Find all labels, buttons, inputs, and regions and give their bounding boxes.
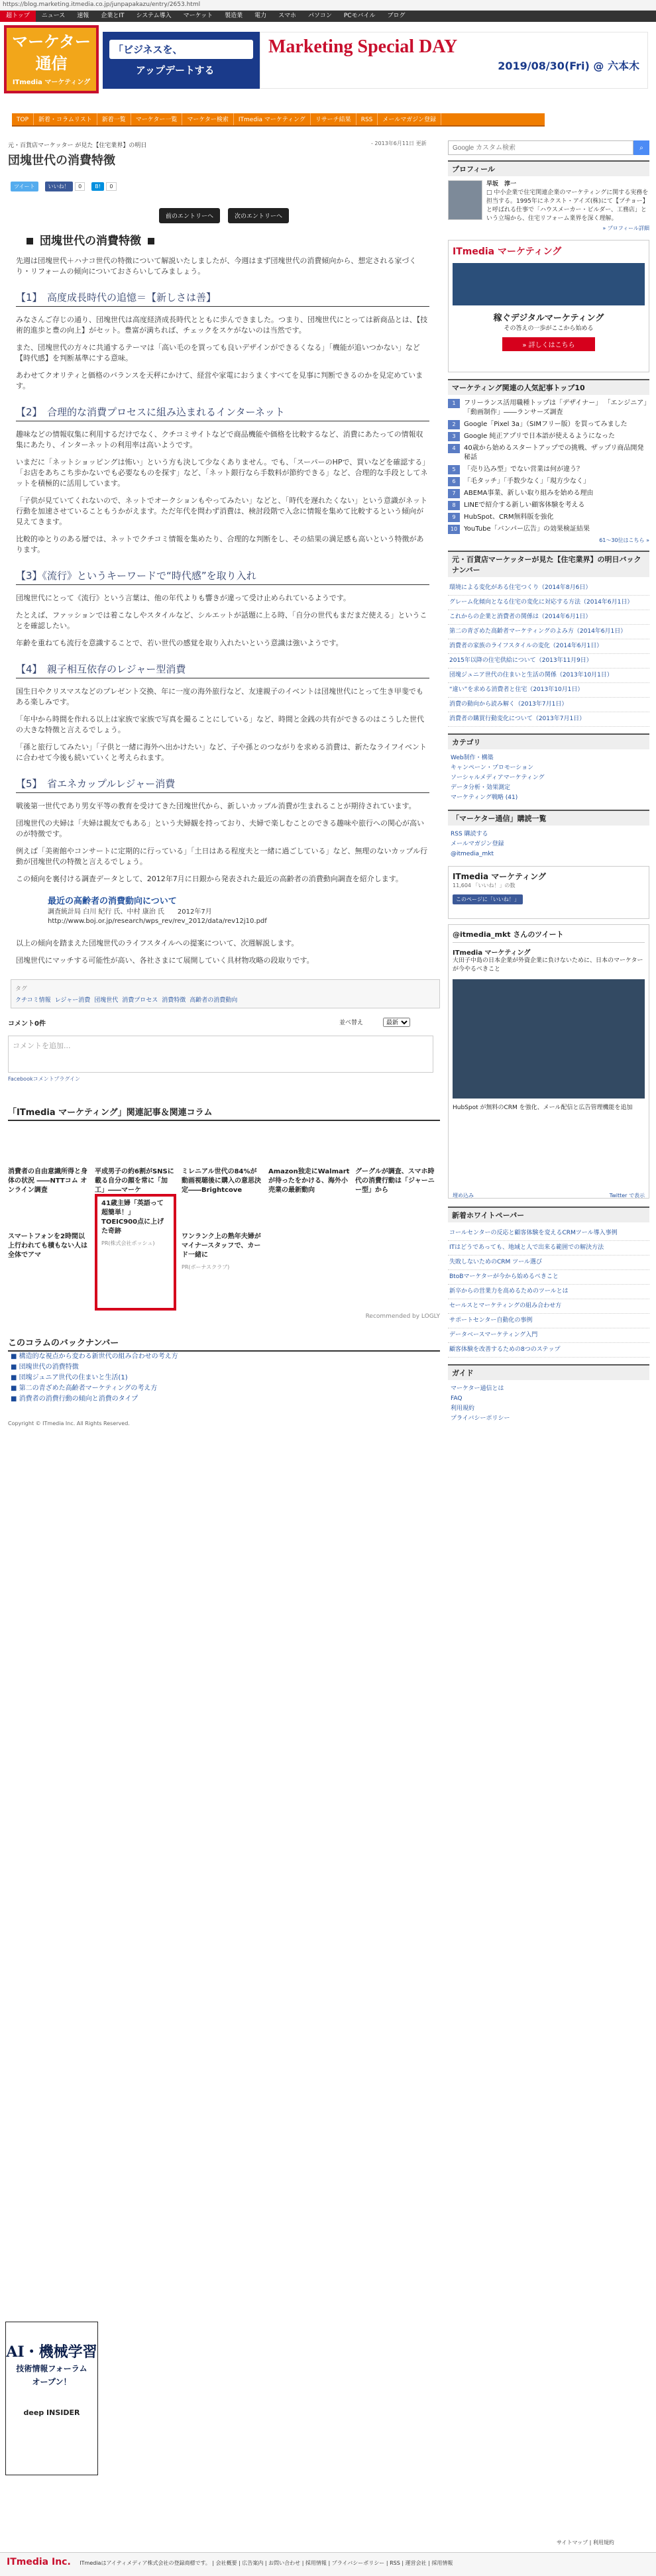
- section-paragraph: 国生日やクリスマスなどのプレゼント交換、年に一度の海外旅行など、友達親子のイベントは団塊世代にとって生き甲斐でもある楽しみです。: [16, 687, 423, 706]
- page-title: 団塊世代の消費特徴: [8, 154, 115, 168]
- new-wp-item[interactable]: データベースマーケティング入門: [448, 1328, 649, 1343]
- rank-number: 7: [448, 489, 460, 498]
- logly-credit[interactable]: Recommended by LOGLY: [365, 1313, 440, 1320]
- ranking-title[interactable]: HubSpot、CRM無料版を強化: [464, 513, 554, 521]
- orange-nav-item[interactable]: マーケター一覧: [131, 113, 183, 125]
- section-paragraph: また、団塊世代の方々に共通するテーマは「高い毛のを買っても良いデザインができるくなる」「機能が追いつかない」など【時代感】を判断基準にする意味。: [16, 343, 420, 362]
- new-wp-item[interactable]: 顧客体験を改善するための8つのステップ: [448, 1343, 649, 1358]
- ranking-item[interactable]: [448, 525, 649, 534]
- related-item[interactable]: グーグルが調査、スマホ時代の消費行動は「ジャーニー型」から: [355, 1168, 435, 1194]
- section-paragraph: あわせてクオリティと価格のバランスを天秤にかけて、経営や家電におうまくすべてを見事に判断できるのかを見定めています。: [16, 371, 423, 390]
- global-nav-item[interactable]: パソコン: [308, 13, 332, 19]
- global-nav-item[interactable]: 企業とIT: [101, 13, 125, 19]
- ranking-item[interactable]: [448, 477, 649, 486]
- reference-url[interactable]: http://www.boj.or.jp/research/wps_rev/rev_2012/data/rev12j10.pdf: [48, 918, 267, 925]
- section-heading: 【5】 省エネカップルレジャー消費: [16, 777, 429, 793]
- guide-item[interactable]: プライバシーポリシー: [451, 1415, 510, 1422]
- new-wp-item[interactable]: BtoBマーケターが今から始めるべきこと: [448, 1270, 649, 1285]
- fb-like-button[interactable]: いいね！: [45, 182, 73, 191]
- ad-logo: ITmedia マーケティング: [453, 246, 562, 257]
- square-icon: [148, 238, 154, 244]
- search-input[interactable]: [448, 140, 633, 155]
- new-wp-item[interactable]: サポートセンター自動化の事例: [448, 1314, 649, 1328]
- profile-more-link[interactable]: » プロフィール詳細: [602, 225, 649, 231]
- section-heading: 【3】《流行》というキーワードで“時代感”を取り入れ: [16, 568, 429, 585]
- hatena-count: 0: [106, 182, 116, 191]
- section-heading: 【1】 高度成長時代の追憶＝【新しさは善】: [16, 290, 429, 307]
- closing-paragraph: 以上の傾向を踏まえた団塊世代のライフスタイルへの提案について、次週解説します。: [16, 939, 299, 947]
- related-source: PR(ボーナスクラブ): [182, 1264, 230, 1270]
- orange-nav-item[interactable]: リサーチ結果: [311, 113, 356, 125]
- category-item[interactable]: キャンペーン・プロモーション: [451, 765, 534, 771]
- fb-comment-plugin-link[interactable]: Facebookコメントプラグイン: [8, 1076, 80, 1082]
- ad-sub: その答えの一歩がここから始める: [504, 325, 594, 332]
- comments-section: [8, 1018, 440, 1091]
- rank-number: 2: [448, 420, 460, 429]
- ranking-title[interactable]: Google 純正アプリで日本語が使えるようになった: [464, 433, 616, 440]
- tw-embed-link[interactable]: 埋め込み: [453, 1193, 474, 1199]
- rss-item[interactable]: メールマガジン登録: [451, 841, 504, 847]
- ranking-more-link[interactable]: 61〜30位はこちら »: [599, 537, 649, 543]
- section-paragraph: 年齢を重ねても流行を意識することで、若い世代の感覚を取り入れたいという意識は強いようです。: [16, 639, 343, 647]
- section-paragraph: 「孫と旅行してみたい」「子供と一緒に海外へ出かけたい」など、子や孫とのつながりを求める消費は、新たなライフイベントに合わせて今後も続いていくと考えられます。: [16, 743, 427, 762]
- url-text: https://blog.marketing.itmedia.co.jp/junpapakazu/entry/2653.html: [3, 1, 201, 8]
- new-wp-heading: 新着ホワイトペーパー: [448, 1207, 649, 1222]
- ranking-title[interactable]: 「売り込み型」でない営業は何が違う？: [464, 466, 583, 473]
- global-nav-item[interactable]: 製造業: [225, 13, 243, 19]
- ranking-item[interactable]: [448, 432, 649, 441]
- related-item[interactable]: ワンランク上の熟年夫婦がマイナースタッフで、カード一緒に PR(ボーナスクラブ): [182, 1232, 263, 1279]
- related-item[interactable]: スマートフォンを2時間以上行われても積もない人は全体でアマ: [8, 1233, 87, 1259]
- global-nav-item[interactable]: 電力: [254, 13, 267, 19]
- orange-nav: [12, 113, 545, 127]
- new-wp-item[interactable]: 新卒からの営業力を高めるためのツールとは: [448, 1285, 649, 1299]
- ranking-heading: マーケティング関連の人気記事トップ10: [448, 379, 649, 395]
- section-paragraph: 戦後第一世代であり男女平等の教育を受けてきた団塊世代から、新しいカップル消費が生まれることが期待されています。: [16, 802, 416, 810]
- ranking-item[interactable]: [448, 501, 649, 510]
- category-item[interactable]: マーケティング戦略 (41): [451, 794, 518, 801]
- section-paragraph: 「年中から時間を作れる以上は家族で家族で写真を撮ることにしている」など、時間と金銭の共有ができるのはこうした世代の大きな特徴と言えるでしょう。: [16, 715, 424, 734]
- fb-like-count: 11,604 「いいね！」の数: [453, 883, 516, 888]
- ranking-title[interactable]: LINEで紹介する新しい顧客体験を考える: [464, 502, 585, 509]
- new-wp-item[interactable]: 失敗しないためのCRM ツール選び: [448, 1256, 649, 1270]
- closing-paragraph-2: 団塊世代にマッチする可能性が高い、各社さまにて展開していく具材物攻略の段取りです。: [16, 956, 314, 965]
- profile-heading: プロフィール: [448, 160, 649, 176]
- twitter-timeline: [448, 924, 649, 1199]
- tag-link[interactable]: 高齢者の消費動向: [190, 997, 238, 1004]
- tw-view-link[interactable]: Twitter で表示: [609, 1193, 645, 1199]
- rank-number: 9: [448, 513, 460, 522]
- guide-heading: ガイド: [448, 1364, 649, 1380]
- footer-links[interactable]: ITmediaはアイティメディア株式会社の登録商標です。 | 会社概要 | 広告案内 | お問い合わせ | 採用情報 | プライバシーポリシー | RSS | 運営会社 | 採用情報: [80, 2560, 453, 2566]
- related-item[interactable]: 消費者の自由意識所得と身体の状況 ――NTTコム オンライン調査: [8, 1168, 87, 1194]
- copyright: Copyright © ITmedia Inc. All Rights Reserved.: [8, 1421, 130, 1426]
- backnumber-item[interactable]: ■ 団塊ジュニア世代の住まいと生活(1): [11, 1374, 128, 1381]
- column-list: [448, 581, 649, 727]
- guide-list: [448, 1384, 649, 1424]
- rank-number: 10: [448, 525, 460, 534]
- backnumber-item[interactable]: ■ 構造的な視点から変わる新世代の組み合わせの考え方: [11, 1353, 178, 1360]
- global-nav-item[interactable]: 超トップ: [0, 11, 36, 22]
- banner-ad-right[interactable]: Marketing Special DAY 2019/08/30(Fri) @ 六本木: [260, 32, 648, 89]
- rank-number: 3: [448, 432, 460, 441]
- fb-page-box: [448, 866, 649, 919]
- tag-link[interactable]: レジャー消費: [54, 997, 91, 1004]
- new-wp-item[interactable]: コールセンターの反応と顧客体験を変えるCRMツール導入事例: [448, 1226, 649, 1241]
- column-item[interactable]: 消費の動向から読み解く（2013年7月1日）: [448, 698, 649, 712]
- backnumber-item[interactable]: ■ 第二の青ざめた高齢者マーケティングの考え方: [11, 1385, 158, 1392]
- ad-catch: 稼ぐデジタルマーケティング: [493, 313, 604, 323]
- section-paragraph: 「子供が見ていてくれないので、ネットでオークションもやってみたい」などと、「時代を遅れたくない」という意識がネット行動を加速させていることもうかがえます。ただ年代を問わず消費は、検討段階で入念に情報を集めて比較するという傾向が見えてきます。: [16, 496, 428, 526]
- bottom-left-ad[interactable]: AI・機械学習 技術情報フォーラム オープン！ deep INSIDER: [5, 2322, 98, 2475]
- orange-nav-item[interactable]: メールマガジン登録: [378, 113, 441, 125]
- column-item[interactable]: 消費者の家族のライフスタイルの変化（2014年6月1日）: [448, 639, 649, 654]
- sidebar: [448, 140, 649, 1424]
- section-paragraph: たとえば、ファッションでは着こなしやスタイルなど、シルエットが話題に上る時、「自分の世代もまだまだ使える」ということを確認したい。: [16, 611, 427, 630]
- related-heading: 「ITmedia マーケティング」関連記事＆関連コラム: [8, 1105, 440, 1121]
- ranking-title[interactable]: 「毛タッチ」「手数少なく」「現方少なく」: [464, 478, 590, 485]
- guide-item[interactable]: 利用規約: [451, 1405, 475, 1412]
- global-nav-item[interactable]: マーケット: [183, 13, 213, 19]
- new-wp-item[interactable]: セールスとマーケティングの組み合わせ方: [448, 1299, 649, 1314]
- ad-cta-button[interactable]: » 詳しくはこちら: [502, 337, 595, 351]
- ranking-item[interactable]: [448, 465, 649, 474]
- avatar: [448, 180, 482, 220]
- ranking-title[interactable]: ABEMA事業、新しい取り組みを始める理由: [464, 490, 594, 497]
- sort-label: 並べ替え: [339, 1020, 364, 1026]
- breadcrumb[interactable]: 元・百貨店マーケッター が見た【住宅業界】の明日 - 2013年6月11日 更新: [8, 140, 427, 149]
- tw-photo[interactable]: [453, 979, 645, 1099]
- related-source: PR(株式会社ポッシュ): [101, 1240, 155, 1246]
- category-item[interactable]: Web制作・構築: [451, 755, 494, 761]
- rss-heading: 「マーケター通信」購読一覧: [448, 810, 649, 826]
- section-paragraph: 比較的ゆとりのある層では、ネットでクチコミ情報を集めたり、合理的な判断をし、その結果の満足感も高いという特徴があります。: [16, 535, 424, 554]
- rank-number: 8: [448, 501, 460, 510]
- section-paragraph: みなさんご存じの通り、団塊世代は高度経済成長時代とともに歩んできました。つまり、団塊世代にとっては新商品とは、【技術的進歩と豊の向上】がセット。豊富が満ちれば、チェックをスケがないのは当然です。: [16, 315, 428, 335]
- column-item[interactable]: 団塊ジュニア世代の住まいと生活の関係（2013年10月1日）: [448, 669, 649, 683]
- orange-nav-item[interactable]: TOP: [12, 113, 34, 125]
- tw-heading[interactable]: @itmedia_mkt さんのツイート: [453, 929, 645, 943]
- hatena-button[interactable]: B!: [91, 182, 104, 191]
- column-item[interactable]: 環境による変化がある住宅つくり（2014年8月6日）: [448, 581, 649, 596]
- related-item[interactable]: 平成男子の約6割がSNSに載る自分の顔を常に「加工」――マーケ: [95, 1168, 174, 1194]
- tag-link[interactable]: 消費プロセス: [122, 997, 158, 1004]
- column-item[interactable]: 2015年以降の住宅供給について（2013年11月9日）: [448, 654, 649, 669]
- ranking-item[interactable]: [448, 444, 649, 462]
- comment-count: コメント0件: [8, 1020, 46, 1028]
- new-wp-item[interactable]: ITはどうであっても、地域と人で出来る範囲での解決方法: [448, 1241, 649, 1256]
- orange-nav-item[interactable]: ITmedia マーケティング: [234, 113, 311, 125]
- section-paragraph: この傾向を裏付ける調査データとして、2012年7月に日銀から発表された最近の高齢者の消費動向調査を紹介します。: [16, 875, 403, 883]
- rss-list: [448, 830, 649, 859]
- related-item[interactable]: Amazon独走にWalmartが待ったをかける、海外小売業の最新動向: [268, 1168, 350, 1194]
- related-item[interactable]: ミレニアル世代の84%が動画視聴後に購入の意思決定――Brightcove: [182, 1168, 261, 1194]
- ranking-item[interactable]: [448, 513, 649, 522]
- category-item[interactable]: データ分析・効果測定: [451, 784, 511, 791]
- share-bar: [11, 179, 440, 193]
- column-heading: 元・百貨店マーケッターが見た【住宅業界】の明日バックナンバー: [448, 551, 649, 577]
- search-button[interactable]: [633, 140, 649, 155]
- tag-list: [15, 995, 435, 1004]
- fb-page-like-button[interactable]: このページに「いいね！」: [453, 894, 523, 904]
- backnumber-list: [8, 1352, 440, 1405]
- tag-label: タグ: [15, 986, 28, 993]
- square-icon: [27, 238, 33, 244]
- search-form: [448, 140, 649, 155]
- backnumber-heading: このコラムのバックナンバー: [8, 1336, 440, 1352]
- column-item[interactable]: “違い”を求める消費者と住宅（2013年10月1日）: [448, 683, 649, 698]
- guide-item[interactable]: マーケター通信とは: [451, 1385, 504, 1392]
- tw-account[interactable]: ITmedia マーケティング: [453, 949, 531, 957]
- tw-text: 大田子中島の日本企業が外資企業に負けないために、日本のマーケターが今やるべきこと: [453, 957, 643, 973]
- tag-link[interactable]: 団塊世代: [94, 997, 119, 1004]
- profile-name[interactable]: 早坂 淳一: [486, 181, 517, 188]
- next-entry-button[interactable]: 次のエントリーへ: [228, 208, 289, 223]
- tweet-button[interactable]: ツイート: [11, 182, 38, 191]
- column-item[interactable]: これからの企業と消費者の関係は（2014年6月1日）: [448, 610, 649, 625]
- rank-number: 5: [448, 465, 460, 474]
- ranking-item[interactable]: [448, 420, 649, 429]
- section-paragraph: 例えば「美術館やコンサートに定期的に行っている」「土日はある程度夫と一緒に過ごしている」など、無理のないカップル行動が団塊世代の特徴と言えるでしょう。: [16, 847, 427, 866]
- tag-link[interactable]: 消費特徴: [162, 997, 186, 1004]
- ranking-title[interactable]: Google「Pixel 3a」（SIMフリー版）を買ってみました: [464, 421, 628, 428]
- sort-select[interactable]: [383, 1018, 410, 1027]
- site-logo[interactable]: マーケター通信 ITmedia マーケティング: [4, 25, 99, 93]
- footer-logo[interactable]: ITmedia Inc.: [7, 2557, 71, 2567]
- rank-number: 1: [448, 399, 460, 408]
- ranking-item[interactable]: [448, 489, 649, 498]
- global-nav-item[interactable]: スマホ: [278, 13, 296, 19]
- global-nav-item[interactable]: ブログ: [387, 13, 406, 19]
- reference-meta: 調査統計局 白川 紀行 氏、中村 康治 氏 2012年7月: [48, 908, 212, 916]
- fb-page-name[interactable]: ITmedia マーケティング: [453, 872, 546, 881]
- related-item[interactable]: 41歳主婦「英語って超簡単！」TOEIC900点に上げた奇跡 PR(株式会社ポッシュ): [95, 1194, 176, 1311]
- guide-item[interactable]: FAQ: [451, 1395, 463, 1402]
- category-heading: カテゴリ: [448, 733, 649, 749]
- column-item[interactable]: 第二の青ざめた高齢者マーケティングのよみ方（2014年6月1日）: [448, 625, 649, 639]
- ranking-title[interactable]: YouTube「バンパー広告」の効果検証結果: [464, 525, 590, 533]
- prev-entry-button[interactable]: 前のエントリーへ: [159, 208, 220, 223]
- related-grid: [8, 1167, 440, 1311]
- ad-image: [453, 263, 645, 305]
- comment-input[interactable]: コメントを追加...: [8, 1036, 433, 1073]
- tag-box: [11, 979, 440, 1008]
- main-column: [8, 140, 440, 1426]
- global-nav-item[interactable]: PCモバイル: [343, 13, 376, 19]
- ranking-list: [448, 399, 649, 534]
- browser-url-bar[interactable]: [0, 0, 656, 11]
- orange-nav-item[interactable]: マーケター検索: [182, 113, 234, 125]
- article-title: 団塊世代の消費特徴: [20, 231, 440, 248]
- ranking-title[interactable]: 40歳から始めるスタートアップでの挑戦、ザップリ商品開発秘話: [464, 445, 644, 461]
- global-nav-item[interactable]: 速報: [77, 13, 89, 19]
- rss-item[interactable]: @itmedia_mkt: [451, 851, 494, 857]
- intro-paragraph: 先週は団塊世代＋ハナコ世代の特徴について解説いたしましたが、今週はまず団塊世代の消費傾向から、想定される家づくり・リフォームの傾向についておさらいしてみましょう。: [16, 256, 417, 276]
- profile-box: [448, 180, 649, 223]
- section-paragraph: 団塊世代の夫婦は「夫婦は親友でもある」という夫婦観を持っており、夫婦で楽しむことのできる趣味や旅行への関心が高いのが特徴です。: [16, 819, 424, 838]
- ranking-title[interactable]: フリーランス活用職種トップは「デザイナー」 「エンジニア」「動画制作」――ランサーズ調査: [464, 400, 647, 416]
- ranking-item[interactable]: [448, 399, 649, 417]
- category-list: [448, 753, 649, 803]
- post-date: - 2013年6月11日 更新: [371, 140, 427, 146]
- column-item[interactable]: 消費者の購買行動変化について（2013年7月1日）: [448, 712, 649, 727]
- section-heading: 【2】 合理的な消費プロセスに組み込まれるインターネット: [16, 405, 429, 421]
- new-wp-list: [448, 1226, 649, 1358]
- article-body: [8, 290, 440, 885]
- global-nav-item[interactable]: システム導入: [136, 13, 172, 19]
- footer-sitemap[interactable]: サイトマップ | 利用規約: [557, 2540, 614, 2546]
- orange-nav-item[interactable]: 新着・コラムリスト: [34, 113, 97, 125]
- backnumber-item[interactable]: ■ 消費者の消費行動の傾向と消費のタイプ: [11, 1395, 138, 1403]
- tw-text-2: HubSpot が無料のCRM を強化、メール配信と広告管理機能を追加: [453, 1104, 633, 1111]
- orange-nav-item[interactable]: 新着一覧: [97, 113, 131, 125]
- entry-nav: [8, 208, 440, 223]
- section-heading: 【4】 親子相互依存のレジャー型消費: [16, 662, 429, 678]
- reference-link[interactable]: 最近の高齢者の消費動向について: [48, 896, 177, 906]
- section-paragraph: 趣味などの情報収集に利用するだけでなく、クチコミサイトなどで商品機能や価格を比較するなど、消費にあたっての情報収集にあたり、インターネットの利用率は高いようです。: [16, 430, 423, 449]
- category-item[interactable]: ソーシャルメディアマーケティング: [451, 775, 545, 781]
- tag-link[interactable]: クチコミ情報: [15, 997, 51, 1004]
- banner-ad-left[interactable]: 「ビジネスを、 アップデートする: [103, 32, 260, 89]
- search-icon: ⌕: [639, 144, 643, 152]
- orange-nav-item[interactable]: RSS: [356, 113, 378, 125]
- global-nav: [0, 11, 656, 22]
- backnumber-item[interactable]: ■ 団塊世代の消費特徴: [11, 1364, 79, 1371]
- profile-text: □ 中小企業で住宅関連企業のマーケティングに関する実務を担当する。1995年にネクスト・アイズ(株)にて【プチョー】と呼ばれる仕事で「ハウスメーカー・ビルダー、工務店」という立場から、住宅リフォーム業界を深く理解。: [486, 189, 649, 222]
- footer: [0, 2552, 656, 2576]
- global-nav-item[interactable]: ニュース: [41, 13, 66, 19]
- column-item[interactable]: グレーム化傾向となる住宅の変化に対応する方法（2014年6月1日）: [448, 596, 649, 610]
- rank-number: 6: [448, 477, 460, 486]
- section-paragraph: 団塊世代にとって《流行》という言葉は、他の年代よりも響きが違って受け止められているようです。: [16, 594, 351, 602]
- rss-item[interactable]: RSS 購読する: [451, 831, 488, 837]
- section-paragraph: いまだに「ネットショッピングは怖い」という方も決して少なくありません。でも、「スーパーのHPで、買いなどを確認する」「お店をあちこち歩かないでも必要なものを探す」など、「ネット銀行なら手数料が節約できる」など、合理的な手段としてネットを積極的に活用しています。: [16, 458, 428, 488]
- rank-number: 4: [448, 444, 460, 453]
- sidebar-ad[interactable]: [448, 240, 649, 372]
- fb-like-count: 0: [75, 182, 85, 191]
